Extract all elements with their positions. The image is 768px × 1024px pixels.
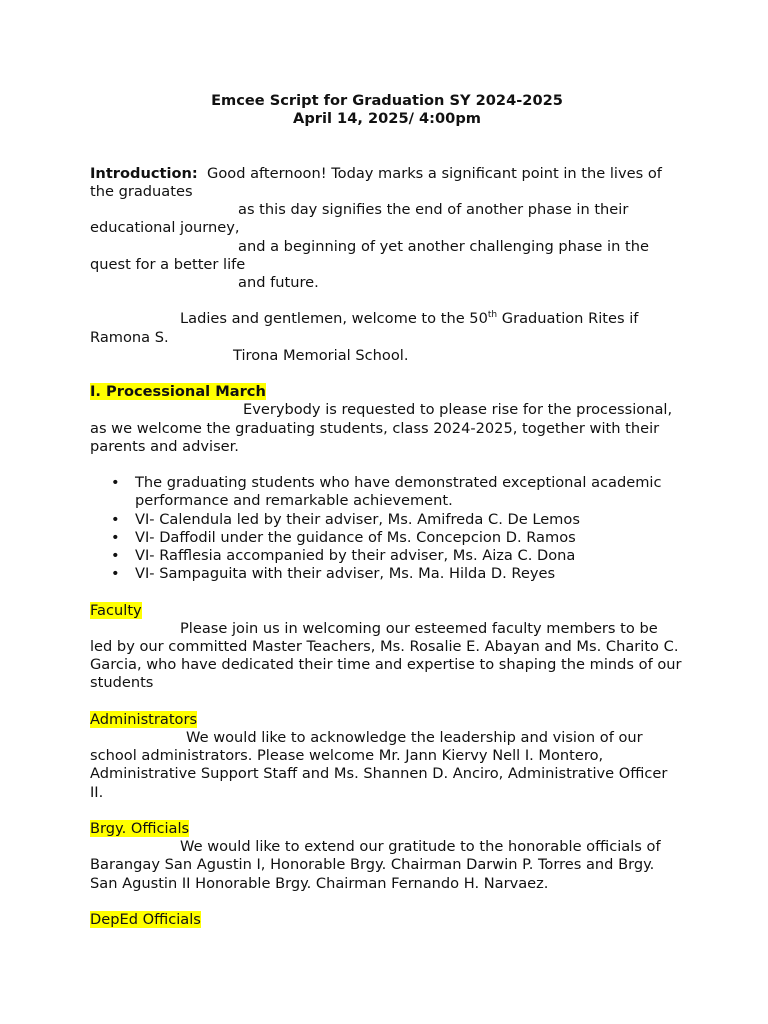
introduction-line-3: and a beginning of yet another challenging phase in the quest for a better life: [90, 237, 649, 273]
title-line-2: April 14, 2025/ 4:00pm: [293, 110, 481, 128]
list-item: • The graduating students who have demonstrated exceptional academic performance and remarkable achievement.: [90, 474, 684, 510]
welcome-text-part-1: Ladies and gentlemen, welcome to the 50: [180, 310, 488, 328]
introduction-line-4: and future.: [238, 274, 319, 292]
administrators-heading: Administrators: [90, 710, 198, 728]
deped-officials-heading: DepEd Officials: [90, 911, 201, 929]
title-line-1: Emcee Script for Graduation SY 2024-2025: [211, 92, 563, 109]
welcome-paragraph: [90, 310, 684, 365]
ordinal-superscript: th: [487, 310, 498, 321]
list-item: • VI- Daffodil under the guidance of Ms. Concepcion D. Ramos: [90, 529, 684, 547]
document-body: [90, 92, 684, 929]
introduction-label: Introduction:: [90, 164, 198, 182]
processional-list: [90, 474, 684, 583]
list-item: • VI- Rafflesia accompanied by their adviser, Ms. Aiza C. Dona: [90, 547, 684, 565]
faculty-section: [90, 602, 684, 693]
brgy-officials-text: We would like to extend our gratitude to the honorable officials of Barangay San Agustin I, Honorable Brgy. Chairman Darwin P. Torres and Brgy. San Agustin II Honorable Brgy. Chairman Fernando H. Narvaez.: [90, 838, 661, 892]
administrators-text: We would like to acknowledge the leadership and vision of our school administrators. Please welcome Mr. Jann Kiervy Nell I. Montero, Administrative Support Staff and Ms. Shannen D. Anciro, Administrative Officer II.: [90, 729, 668, 801]
list-item: • VI- Sampaguita with their adviser, Ms. Ma. Hilda D. Reyes: [90, 565, 684, 583]
deped-officials-section: [90, 911, 684, 929]
introduction-line-1: Good afternoon! Today marks a significant point in the lives of the graduates: [90, 164, 662, 200]
welcome-text-part-3: Tirona Memorial School.: [233, 346, 409, 364]
list-item: • VI- Calendula led by their adviser, Ms. Amifreda C. De Lemos: [90, 511, 684, 529]
processional-section: [90, 383, 684, 456]
faculty-text: Please join us in welcoming our esteemed faculty members to be led by our committed Master Teachers, Ms. Rosalie E. Abayan and Ms. Charito C. Garcia, who have dedicated their time and expertise to shaping the minds of our students: [90, 619, 682, 692]
introduction-line-2: as this day signifies the end of another phase in their educational journey,: [90, 201, 629, 237]
welcome-text-part-2: Graduation Rites if Ramona S.: [90, 310, 639, 346]
brgy-officials-section: [90, 820, 684, 893]
processional-text: Everybody is requested to please rise for the processional, as we welcome the graduating students, class 2024-2025, together with their parents and adviser.: [90, 401, 673, 455]
brgy-officials-heading: Brgy. Officials: [90, 820, 190, 838]
processional-heading: I. Processional March: [90, 383, 266, 401]
introduction-paragraph: [90, 165, 684, 292]
administrators-section: [90, 711, 684, 802]
faculty-heading: Faculty: [90, 601, 142, 619]
document-title: [90, 92, 684, 128]
